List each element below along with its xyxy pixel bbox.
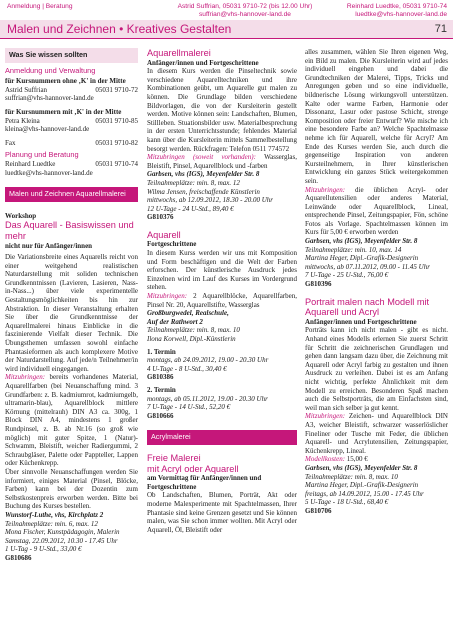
column-middle (147, 48, 297, 534)
aquarell-materials-text: 2 Aquarellblöcke, Aquarellfarben, Pinsel Nr. 20, Aquarellstifte, Wasserglas (147, 292, 297, 309)
aquarellmalerei-fee: 12 U-Tage - 24 U-Std., 89,40 € (147, 204, 234, 213)
freie-malerei-title-line2: mit Acryl oder Aquarell (147, 463, 239, 474)
freie-malerei-lecturer: Martina Heger, Dipl.-Grafik-Designerin (305, 254, 419, 263)
planung-heading: Planung und Beratung (5, 150, 79, 160)
section-title: Malen und Zeichnen • Kreatives Gestalten (7, 22, 232, 36)
portrait-model-cost (305, 455, 448, 464)
freie-malerei-fee: 7 U-Tage - 25 U-Std., 76,00 € (305, 271, 389, 280)
aquarellmalerei-course-code[interactable]: G810376 (147, 213, 174, 222)
aquarell-materials-label: Mitzubringen: (147, 292, 188, 301)
workshop-materials-label: Mitzubringen: (5, 373, 46, 382)
planung-name: Reinhard Luedtke (5, 159, 56, 168)
workshop-place: Wunstorf-Luthe, vhs, Kirchplatz 2 (5, 510, 104, 519)
header-right (347, 3, 447, 18)
aquarellmalerei-date: mittwochs, ab 12.09.2012, 18.30 - 20.00 Uhr (147, 196, 273, 205)
portrait-materials (305, 412, 448, 455)
header-middle (170, 3, 320, 18)
fax-value: 05031 9710-82 (95, 138, 138, 147)
kurs-k-email[interactable]: kleina@vhs-hannover-land.de (5, 125, 90, 134)
aquarell-materials (147, 292, 297, 309)
header-right-email[interactable]: luedtke@vhs-hannover-land.de (355, 10, 447, 18)
portrait-materials-label: Mitzubringen: (305, 412, 346, 421)
aquarell-place-line2: Auf der Rathwort 2 (147, 317, 203, 326)
fax-row (5, 139, 138, 148)
portrait-level: Anfänger/innen und Fortgeschrittene (305, 317, 417, 326)
workshop-materials (5, 373, 138, 468)
aquarell-title: Aquarell (147, 229, 181, 240)
aquarellmalerei-participants: Teilnahmeplätze: min. 8, max. 12 (147, 178, 240, 187)
aquarell-termin2-fee: 7 U-Tage - 14 U-Std., 52,20 € (147, 403, 231, 412)
portrait-fee: 5 U-Tage - 18 U-Std., 68,40 € (305, 498, 389, 507)
portrait-lecturer: Martina Heger, Dipl.-Grafik-Designerin (305, 481, 419, 490)
workshop-date: Samstag, 22.09.2012, 10.30 - 17.45 Uhr (5, 536, 118, 545)
freie-malerei-materials (305, 186, 448, 238)
portrait-course-code[interactable]: G810706 (305, 506, 332, 515)
column-left (5, 48, 138, 562)
aquarell-termin1-heading: 1. Termin (147, 347, 176, 356)
freie-malerei-materials-label: Mitzubringen: (305, 185, 346, 194)
freie-malerei-place: Garbsen, vhs (IGS), Meyenfelder Str. 8 (305, 237, 418, 246)
header-left: Anmeldung | Beratung (7, 3, 73, 10)
workshop-participants: Teilnahmeplätze: min. 6, max. 12 (5, 519, 98, 528)
category-box-aquarell: Malen und Zeichnen Aquarellmalerei (5, 187, 138, 202)
workshop-materials-text: bereits vorhandenes Material, Aquarellfarben (bei Neuanschaffung mind. 3 Grundfarben: z. B. kadmiumrot, kadmiumgelb, ultramarin-blau), Aquarellblock mittlere Körnung (mittelrauh) DIN A3 ca. 300g, 1 Block DIN A4, mindestens 1 großer Rundpinsel, z. B. ab Nr.16 (so groß wie möglich) mit guter Spitze, 1 (Natur)-Schwamm, Bleistift, weicher Radiergummi, 2 Schraubgläser, Palette oder Pappteller, Lappen oder Küchenkrepp. (5, 373, 138, 468)
aquarellmalerei-materials (147, 153, 297, 170)
kurs-k-contact (5, 117, 138, 126)
info-box-title: Was Sie wissen sollten (5, 48, 138, 63)
aquarell-description: In diesem Kurss werden wir uns mit Komposition und Form beschäftigen und die Welt der Farben erforschen. Der künstlerische Ausdruck jedes Einzelnen wird im Lauf des Kurses im Vordergrund stehen. (147, 249, 297, 292)
freie-malerei-description: Ob Landschaften, Blumen, Porträt, Akt oder moderne Malexperimente mit Spachtelmassen, Ihrer Phantasie sind keine Grenzen gesetzt und Sie können malen, was Sie schon immer wollten. Mit Acryl oder Aquarell, Öl, Bleistift oder (147, 491, 297, 534)
aquarell-termin1-date: montags, ab 24.09.2012, 19.00 - 20.30 Uhr (147, 356, 269, 365)
freie-malerei-course-code[interactable]: G810396 (305, 280, 332, 289)
header-middle-line1: Astrid Suffrian, 05031 9710-72 (bis 12.00 Uhr) (177, 3, 313, 10)
aquarellmalerei-materials-label: Mitzubringen (soweit vorhanden): (147, 153, 256, 162)
workshop-course-code[interactable]: G810686 (5, 553, 32, 562)
kurs-a-name: Astrid Suffrian (5, 85, 48, 94)
portrait-participants: Teilnahmeplätze: min. 8, max. 10 (305, 472, 398, 481)
planung-phone: 05031 9710-74 (95, 159, 138, 168)
page-number: 71 (434, 23, 447, 35)
kurs-k-name: Petra Kleina (5, 116, 40, 125)
planung-email[interactable]: luedtke@vhs-hannover-land.de (5, 168, 93, 177)
freie-malerei-date: mittwochs, ab 07.11.2012, 09.00 - 11.45 Uhr (305, 262, 430, 271)
freie-malerei-materials-text: die üblichen Acryl- oder Aquarellutensilien oder anderes Material, Leinwände oder Aquarellblock, Lineal, entsprechende Pinsel, Zeitungspapier, Fön, schöne Fotos als Vorlage. Spachtelmassen können im Kurs für 5,00 € erworben werden (305, 185, 448, 237)
workshop-extra: Über sinnvolle Neuanschaffungen werden Sie informiert, einiges Material (Pinsel, Blöcke, Farben) kann bei der Dozentin zum Selbstkostenpreis erworben werden. Bitte bei Buchung des Kurses bestellen. (5, 467, 138, 511)
portrait-place: Garbsen, vhs (IGS), Meyenfelder Str. 8 (305, 463, 418, 472)
portrait-description: Porträts kann ich nicht malen - gibt es nicht. Anhand eines Modells erlernen Sie zuerst Schritt für Schritt die zeichnerischen Grundlagen und gehen dann langsam dazu über, die Zeichnung mit Aquarell oder Acryl farbig zu gestalten und ihnen Ausdruck zu verleihen. Dabei ist es am Anfang nicht wichtig, perfekte Ähnlichkeit mit dem Modell zu erreichen. Besonderen Spaß machen auch die Selbstporträts, die am Einfachsten sind, weil man sich selber ja gut kennt. (305, 326, 448, 412)
section-title-bar (0, 20, 453, 39)
aquarellmalerei-level: Anfänger/innen und Fortgeschrittene (147, 58, 259, 67)
aquarell-termin1-fee: 4 U-Tage - 8 U-Std., 30,40 € (147, 364, 227, 373)
workshop-title: Das Aquarell - Basiswissen und mehr (5, 220, 134, 241)
kurs-k-phone: 05031 9710-85 (95, 116, 138, 125)
aquarell-lecturer: Ilona Korwell, Dipl.-Künstlerin (147, 335, 236, 343)
aquarell-participants: Teilnahmeplätze: min. 8, max. 10 (147, 326, 240, 335)
header-bar (0, 0, 453, 20)
column-right (305, 48, 448, 515)
kurs-a-phone: 05031 9710-72 (95, 85, 138, 94)
header-right-line1: Reinhard Luedtke, 05031 9710-74 (346, 3, 447, 10)
anmeldung-heading: Anmeldung und Verwaltung (5, 65, 96, 75)
freie-malerei-level: am Vormittag für Anfänger/innen und Fortgeschrittene (147, 474, 262, 491)
kurs-a-label: für Kursnummern ohne ‚K' in der Mitte (5, 77, 126, 86)
freie-malerei-continued: alles zusammen, wählen Sie Ihren eigenen Weg, ein Bild zu malen. Die Kursleiterin wird auf jedes individuell eingehen und dabei die Grundtechniken der Malerei, Tipps, Tricks und Anregungen geben und so eine individuelle, bildnerische Lösung wirkungsvoll unterstützen. Kalte oder warme Farben, Harmonie oder Dissonanz, Lasur oder pastose Schicht, strenge Komposition oder freier Entwurf? Wie mische ich eine besondere Farbe an? Welche Spachtelmasse nehme ich für Aquarell, welche für Acryl? Am Ende des Kurses werden Sie, auch durch die gegenseitige Inspiration von anderen Kursteilnehmern, in Ihrer künstlerischen Entwicklung ein ganzes Stück weitergekommen sein. (305, 48, 448, 185)
aquarellmalerei-materials-text: Wasserglas, Bleistift, Pinsel, Aquarellblock und -farben (147, 153, 298, 170)
header-middle-email[interactable]: suffrian@vhs-hannover-land.de (199, 10, 291, 18)
aquarell-place-line1: Großburgwedel, Realschule, (147, 309, 229, 318)
workshop-fee: 1 U-Tag - 9 U-Std., 33,00 € (5, 545, 82, 554)
aquarell-termin2-code[interactable]: G810666 (147, 411, 174, 420)
aquarell-termin2-date: montags, ab 05.11.2012, 19.00 - 20.30 Uhr (147, 394, 268, 403)
kurs-k-label: für Kursnummern mit ‚K' in der Mitte (5, 107, 122, 116)
planung-contact (5, 160, 138, 169)
kurs-a-contact (5, 86, 138, 95)
aquarellmalerei-lecturer: Wilma Jensen, freischaffende Künstlerin (147, 187, 260, 196)
workshop-level: nicht nur für Anfänger/innen (5, 241, 93, 250)
portrait-model-cost-label: Modellkosten: (305, 455, 346, 464)
portrait-date: freitags, ab 14.09.2012, 15.00 - 17.45 Uhr (305, 489, 424, 498)
portrait-title: Portrait malen nach Modell mit Aquarell und Acryl (305, 296, 430, 318)
workshop-label: Workshop (5, 211, 37, 220)
aquarell-termin1-code[interactable]: G810386 (147, 373, 174, 382)
portrait-materials-text: Zeichen- und Aquarellblock DIN A3, weicher Bleistift, schwarzer wasserlöslicher Fineliner oder Tusche mit Feder, die üblichen Aquarell- und Acrylutensilien, Zeitungspapier, Küchenkrepp, Lineal. (305, 412, 448, 455)
aquarellmalerei-place: Garbsen, vhs (IGS), Meyenfelder Str. 8 (147, 170, 260, 179)
portrait-model-cost-value: 15,00 € (345, 455, 368, 464)
aquarellmalerei-title: Aquarellmalerei (147, 48, 211, 58)
category-box-acryl: Acrylmalerei (147, 430, 297, 445)
workshop-description: Die Variationsbreite eines Aquarells reicht von einer weitgehend realistischen Naturdarstellung mit soliden technischen Grundkenntnissen (Lavieren, Lasieren, Nass-in-Nass...) über viele experimentelle Gestaltungsmöglichkeiten bis hin zur Abstraktion. In dieser Veranstaltung erhalten Sie über die Grundkenntnisse der Aquarellmalerei hinaus Einblicke in die faszinierende Vielfalt dieser Technik. Die Übungsthemen umfassen sowohl einfache Phantasieformen als auch komplexere Motive der Naturdarstellung. Auf jede/n Teilnehmer/in wird individuell eingegangen. (5, 253, 138, 373)
freie-malerei-title-line1: Freie Malerei (147, 452, 201, 463)
aquarell-termin2-heading: 2. Termin (147, 385, 176, 394)
fax-label: Fax (5, 138, 16, 147)
aquarell-level: Fortgeschrittene (147, 240, 197, 249)
freie-malerei-participants: Teilnahmeplätze: min. 10, max. 14 (305, 245, 402, 254)
workshop-lecturer: Mona Fischer, Kunstpädagogin, Malerin (5, 528, 120, 537)
aquarellmalerei-description: In diesem Kurs werden die Pinseltechnik sowie verschiedene Aquarelltechniken und ihre Kombinationen geübt, um Aquarelle gut malen zu können. Die Grundlage bilden verschiedene Bildvorlagen, die von der Kursleiterin gestellt werden. Motive können sein: Landschaften, Blumen, Stillleben. Stuationsbilder usw. Materialbesprechung in der ersten Unterrichtsstunde; fehlendes Material kann über die Kursleiterin mittels Sammelbestellung besorgt werden. Rückfragen: Telefon 0511 774572 (147, 67, 297, 153)
kurs-a-email[interactable]: suffrian@vhs-hannover-land.de (5, 94, 94, 103)
